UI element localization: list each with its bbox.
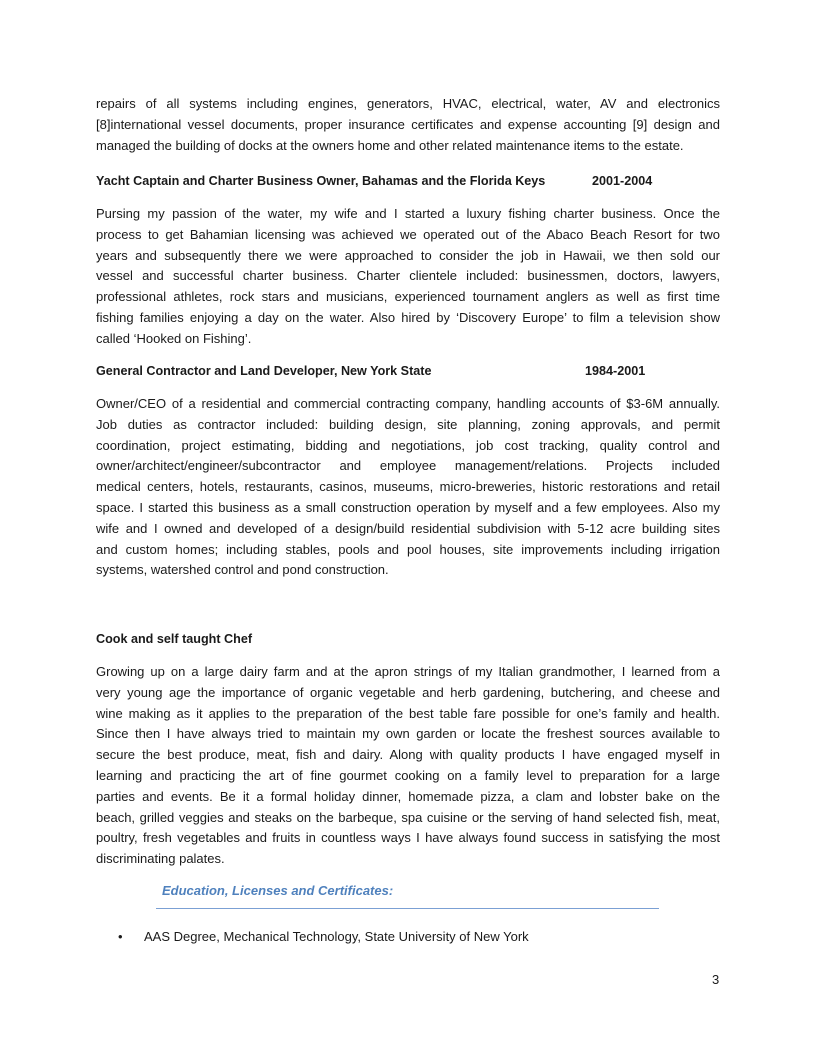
job-heading-yacht-captain: Yacht Captain and Charter Business Owner, Bahamas and the Florida Keys xyxy=(96,174,546,188)
paragraph-line: vessel and successful charter business. Charter clientele included: businessmen, doctors, lawyers, xyxy=(96,268,720,284)
paragraph-line: called ‘Hooked on Fishing’. xyxy=(96,330,252,346)
paragraph-line: space. I started this business as a small construction operation by myself and a few employees. Also my xyxy=(96,499,720,515)
paragraph-line: beach, grilled veggies and steaks on the barbeque, spa cuisine or the serving of hand selected fish, meat, xyxy=(96,809,720,825)
bullet-icon: • xyxy=(118,929,123,944)
paragraph-line: wife and I owned and developed of a design/build residential subdivision with 5-12 acre building sites xyxy=(96,520,720,536)
page-number: 3 xyxy=(712,972,720,987)
paragraph-charter-business xyxy=(96,204,720,350)
paragraph-line: Pursing my passion of the water, my wife and I started a luxury fishing charter business. Once the xyxy=(96,206,720,221)
heading-underline-divider xyxy=(156,908,659,909)
paragraph-line: learning and practicing the art of fine gourmet cooking on a family level to preparation for a large xyxy=(96,767,720,783)
paragraph-chef xyxy=(96,662,720,870)
paragraph-line: fishing families enjoying a day on the water. Also hired by ‘Discovery Europe’ to film a television show xyxy=(96,309,720,325)
job-years-general-contractor: 1984-2001 xyxy=(585,364,646,378)
education-item: AAS Degree, Mechanical Technology, State University of New York xyxy=(144,929,529,944)
paragraph-line: Growing up on a large dairy farm and at the apron strings of my Italian grandmother, I learned from a xyxy=(96,664,720,679)
paragraph-line: parties and events. Be it a formal holiday dinner, homemade pizza, a clam and lobster bake on the xyxy=(96,788,720,804)
paragraph-line: coordination, project estimating, bidding and negotiations, job cost tracking, quality control and xyxy=(96,437,720,453)
job-heading-general-contractor: General Contractor and Land Developer, New York State xyxy=(96,364,432,378)
paragraph-line: repairs of all systems including engines, generators, HVAC, electrical, water, AV and electronics xyxy=(96,96,720,111)
paragraph-line: managed the building of docks at the owners home and other related maintenance items to the estate. xyxy=(96,137,684,153)
paragraph-line: professional athletes, rock stars and musicians, experienced tournament anglers as well as first time xyxy=(96,289,720,305)
paragraph-line: Owner/CEO of a residential and commercial contracting company, handling accounts of $3-6M annually. xyxy=(96,396,720,411)
paragraph-line: wine making as it applies to the preparation of the best table fare possible for one’s family and health. xyxy=(96,705,720,721)
job-years-yacht-captain: 2001-2004 xyxy=(592,174,653,188)
paragraph-line: discriminating palates. xyxy=(96,851,225,867)
paragraph-line: [8]international vessel documents, proper insurance certificates and expense accounting [9] design and xyxy=(96,116,720,132)
paragraph-repairs xyxy=(96,94,720,156)
paragraph-contracting xyxy=(96,394,720,581)
section-heading-chef: Cook and self taught Chef xyxy=(96,632,253,646)
paragraph-line: and custom homes; including stables, pools and pool houses, site improvements including irrigation xyxy=(96,541,720,557)
paragraph-line: medical centers, hotels, restaurants, casinos, museums, micro-breweries, historic restorations and retail xyxy=(96,479,720,495)
paragraph-line: process to get Bahamian licensing was achieved we operated out of the Abaco Beach Resort for two xyxy=(96,226,720,242)
paragraph-line: years and subsequently there we were approached to consider the job in Hawaii, we then sold our xyxy=(96,247,720,263)
paragraph-line: secure the best produce, meat, fish and dairy. Along with quality products I have engaged myself in xyxy=(96,747,720,763)
paragraph-line: systems, watershed control and pond construction. xyxy=(96,562,389,578)
paragraph-line: Job duties as contractor included: building design, site planning, zoning approvals, and permit xyxy=(96,416,720,432)
education-heading: Education, Licenses and Certificates: xyxy=(162,883,394,898)
paragraph-line: owner/architect/engineer/subcontractor and employee management/relations. Projects included xyxy=(96,458,720,474)
paragraph-line: Since then I have always tried to maintain my own garden or locate the freshest sources available to xyxy=(96,726,720,742)
paragraph-line: very young age the importance of organic vegetable and herb gardening, butchering, and cheese and xyxy=(96,684,720,700)
paragraph-line: poultry, fresh vegetables and fruits in countless ways I have always found success in satisfying the most xyxy=(96,830,720,846)
